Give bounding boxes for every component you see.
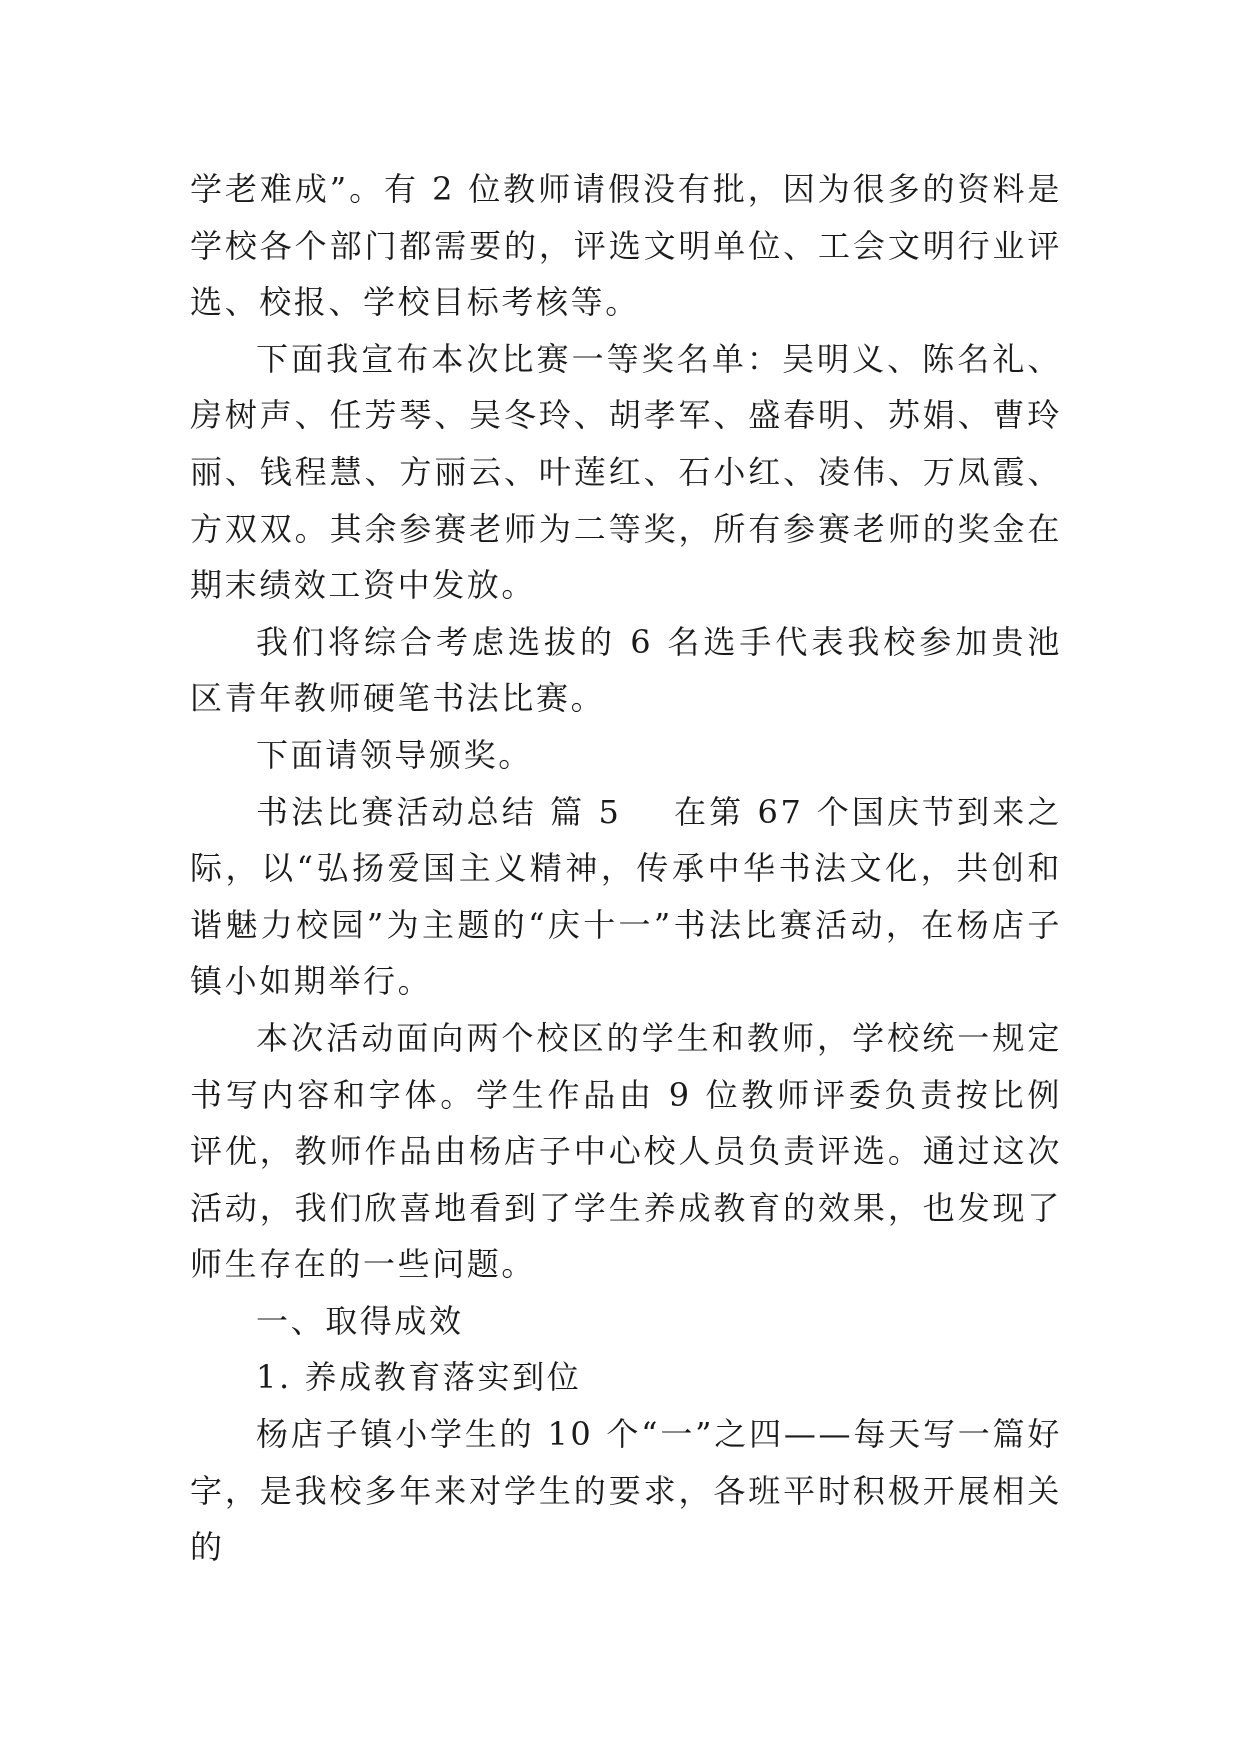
subheading-achievements: 一、取得成效 (256, 1301, 464, 1340)
paragraph-9: 杨店子镇小学生的 10 个“一”之四——每天写一篇好字，是我校多年来对学生的要求，各班平时积极开展相关的 (190, 1415, 1062, 1567)
subheading-item-1: 1. 养成教育落实到位 (256, 1358, 582, 1397)
document-body (190, 161, 1062, 1576)
paragraph-1: 学老难成”。有 2 位教师请假没有批，因为很多的资料是学校各个部门都需要的，评选文明单位、工会文明行业评选、校报、学校目标考核等。 (190, 170, 1062, 322)
paragraph-6: 本次活动面向两个校区的学生和教师，学校统一规定书写内容和字体。学生作品由 9 位教师评委负责按比例评优，教师作品由杨店子中心校人员负责评选。通过这次活动，我们欣喜地看到了学生养成教育的效果，也发现了师生存在的一些问题。 (190, 1018, 1062, 1284)
paragraph-5 (190, 784, 1062, 1010)
paragraph-3: 我们将综合考虑选拔的 6 名选手代表我校参加贵池区青年教师硬笔书法比赛。 (190, 622, 1062, 718)
paragraph-4: 下面请领导颁奖。 (256, 735, 533, 774)
paragraph-2: 下面我宣布本次比赛一等奖名单：吴明义、陈名礼、房树声、任芳琴、吴冬玲、胡孝军、盛春明、苏娟、曹玲丽、钱程慧、方丽云、叶莲红、石小红、凌伟、万凤霞、方双双。其余参赛老师为二等奖，所有参赛老师的奖金在期末绩效工资中发放。 (190, 339, 1062, 605)
section-heading: 书法比赛活动总结 篇 5 (256, 792, 622, 831)
paragraph-5-text: 在第 67 个国庆节到来之际，以“弘扬爱国主义精神，传承中华书法文化，共创和谐魅力校园”为主题的“庆十一”书法比赛活动，在杨店子镇小如期举行。 (190, 792, 1062, 1001)
